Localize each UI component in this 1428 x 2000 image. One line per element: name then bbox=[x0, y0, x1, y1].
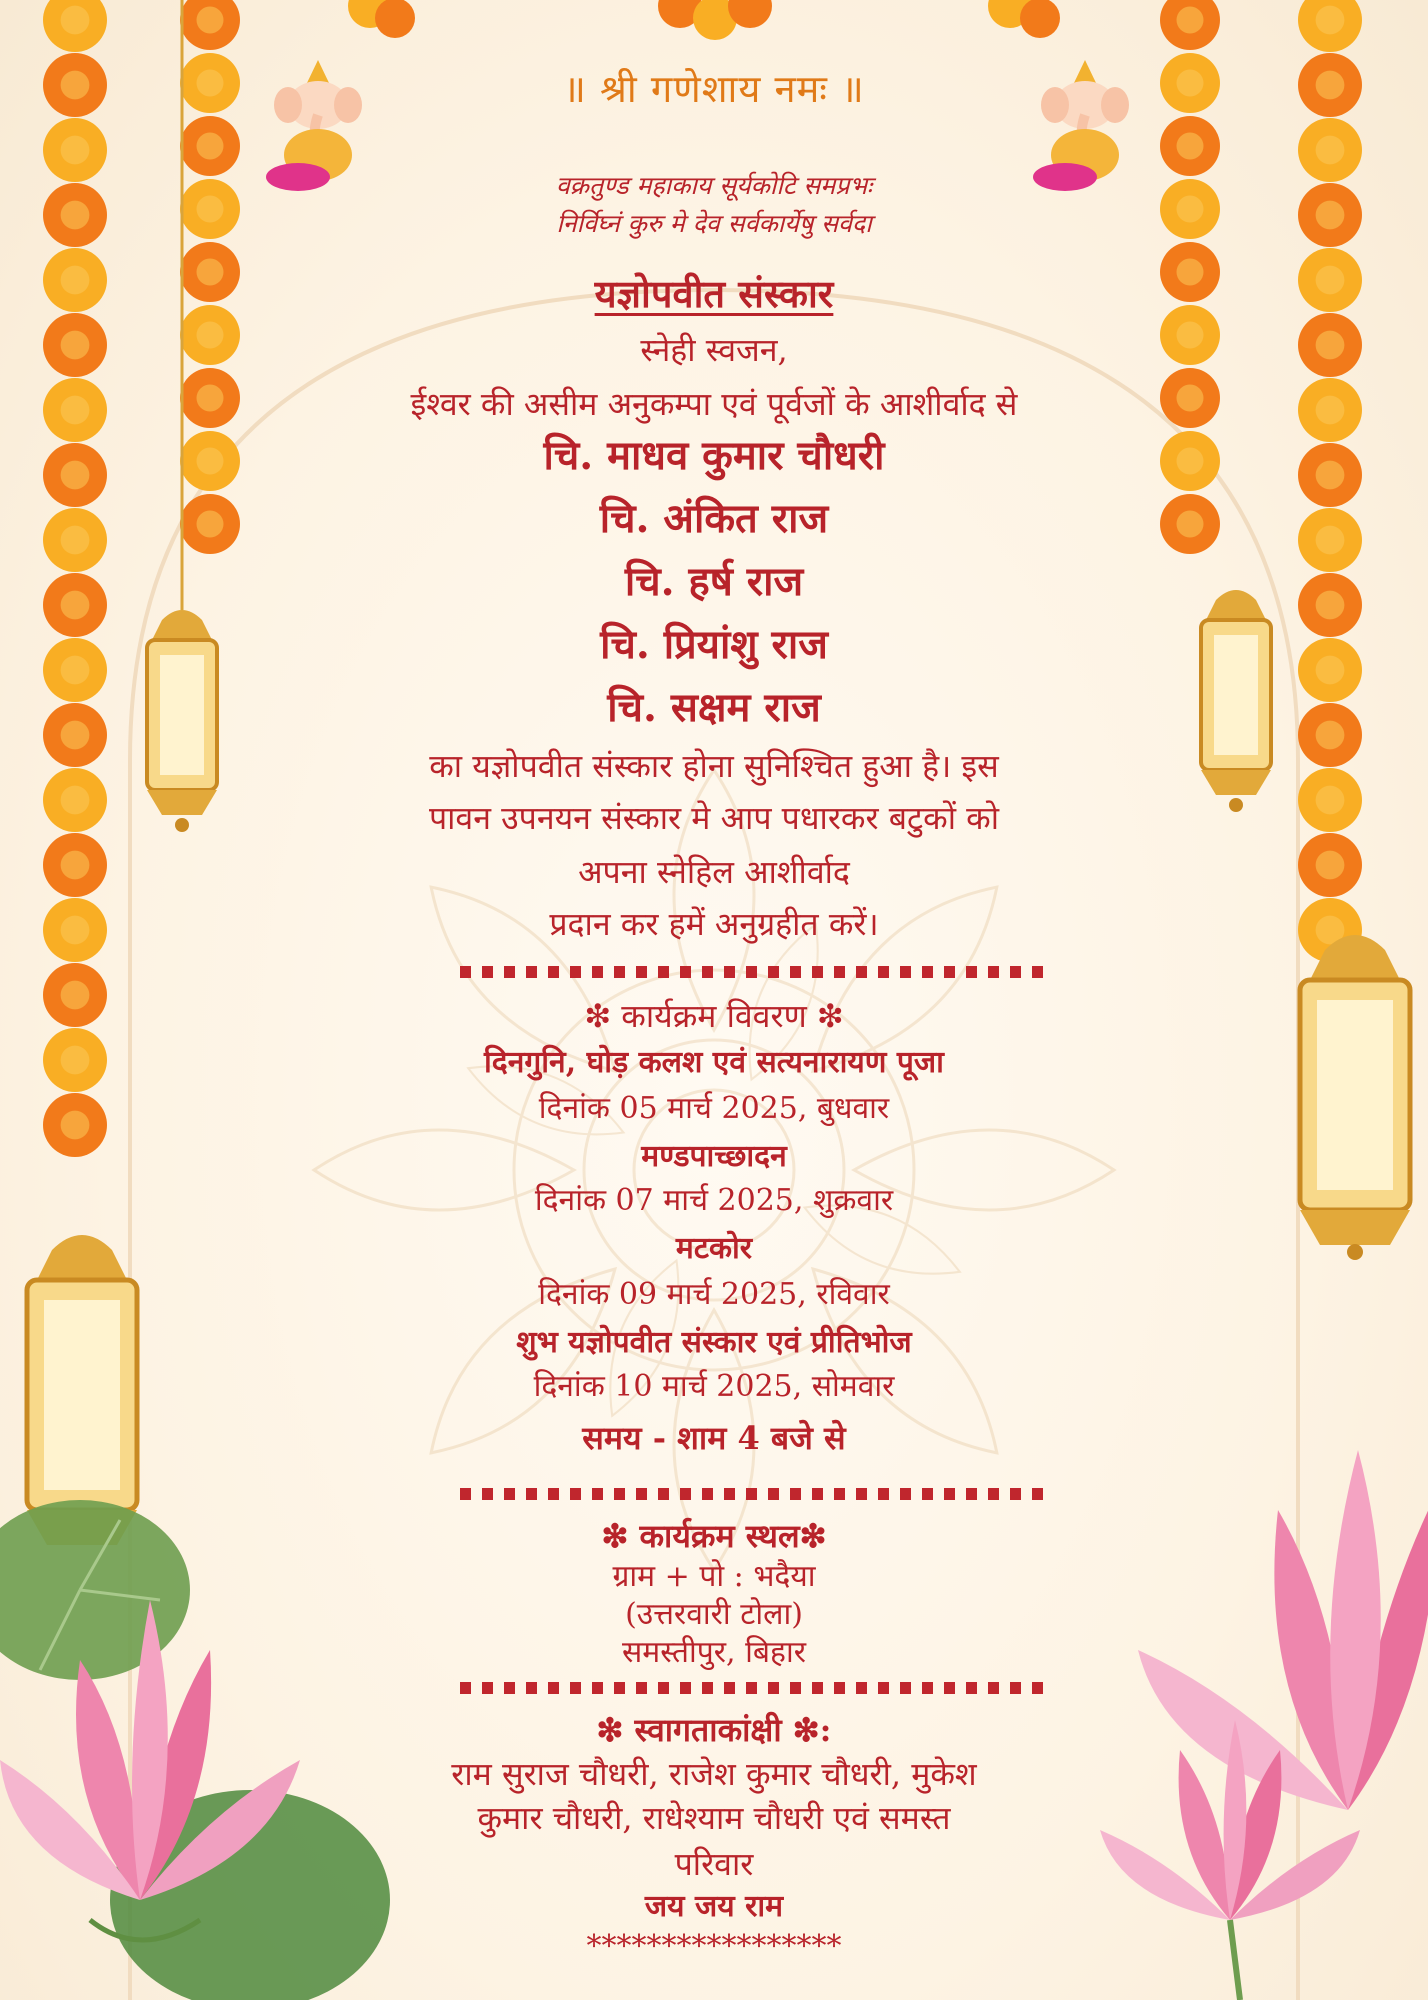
stars-line: ***************** bbox=[586, 1929, 842, 1964]
dotted-divider bbox=[460, 1682, 1046, 1694]
marigold-center bbox=[197, 133, 224, 160]
marigold-center bbox=[1316, 136, 1345, 165]
marigold-center bbox=[1316, 71, 1345, 100]
hosts-line: कुमार चौधरी, राधेश्याम चौधरी एवं समस्त bbox=[477, 1799, 951, 1837]
marigold-center bbox=[1316, 591, 1345, 620]
body-line: पावन उपनयन संस्कार मे आप पधारकर बटुकों को bbox=[428, 799, 1000, 837]
closing-line: जय जय राम bbox=[644, 1889, 784, 1924]
header-mantra: ॥ श्री गणेशाय नमः ॥ bbox=[563, 67, 865, 111]
marigold-center bbox=[1177, 511, 1204, 538]
marigold-center bbox=[61, 266, 90, 295]
child-name: चि. अंकित राज bbox=[599, 495, 829, 542]
marigold-center bbox=[197, 322, 224, 349]
marigold-center bbox=[1177, 7, 1204, 34]
event-date: दिनांक 07 मार्च 2025, शुक्रवार bbox=[534, 1183, 894, 1218]
marigold-center bbox=[61, 136, 90, 165]
marigold-center bbox=[1177, 133, 1204, 160]
venue-heading: ❇ कार्यक्रम स्थल❇ bbox=[601, 1517, 827, 1555]
marigold-center bbox=[61, 981, 90, 1010]
child-name: चि. सक्षम राज bbox=[607, 684, 821, 731]
marigold-center bbox=[61, 526, 90, 555]
body-line: का यज्ञोपवीत संस्कार होना सुनिश्चित हुआ है। इस bbox=[429, 747, 999, 785]
marigold-center bbox=[197, 259, 224, 286]
marigold-center bbox=[197, 7, 224, 34]
event-name: दिनगुनि, घोड़ कलश एवं सत्यनारायण पूजा bbox=[484, 1045, 944, 1080]
marigold-center bbox=[1316, 721, 1345, 750]
marigold-center bbox=[1316, 656, 1345, 685]
ceremony-title: यज्ञोपवीत संस्कार bbox=[594, 271, 834, 316]
dotted-divider bbox=[460, 1488, 1046, 1500]
event-name: शुभ यज्ञोपवीत संस्कार एवं प्रीतिभोज bbox=[516, 1325, 912, 1360]
marigold-center bbox=[1316, 526, 1345, 555]
marigold-center bbox=[1316, 786, 1345, 815]
hosts-line: परिवार bbox=[674, 1845, 754, 1883]
marigold-center bbox=[61, 1046, 90, 1075]
marigold-center bbox=[61, 71, 90, 100]
lantern-icon bbox=[132, 600, 232, 840]
marigold-center bbox=[61, 851, 90, 880]
venue-line: ग्राम + पो : भदैया bbox=[612, 1559, 816, 1594]
lantern-icon bbox=[1186, 580, 1286, 820]
event-date: दिनांक 05 मार्च 2025, बुधवार bbox=[538, 1091, 890, 1126]
marigold-center bbox=[197, 511, 224, 538]
hosts-line: राम सुराज चौधरी, राजेश कुमार चौधरी, मुकेश bbox=[451, 1755, 977, 1793]
programme-heading: ❇ कार्यक्रम विवरण ❇ bbox=[584, 997, 844, 1035]
marigold-center bbox=[1316, 6, 1345, 35]
venue-line: (उत्तरवारी टोला) bbox=[625, 1597, 803, 1632]
child-name: चि. प्रियांशु राज bbox=[600, 621, 828, 668]
body-line: प्रदान कर हमें अनुग्रहीत करें। bbox=[549, 905, 879, 943]
marigold-center bbox=[61, 331, 90, 360]
marigold-center bbox=[61, 201, 90, 230]
marigold-center bbox=[61, 721, 90, 750]
marigold-center bbox=[1177, 70, 1204, 97]
marigold-center bbox=[1177, 385, 1204, 412]
event-date: दिनांक 10 मार्च 2025, सोमवार bbox=[533, 1369, 895, 1404]
marigold-center bbox=[1316, 331, 1345, 360]
marigold-center bbox=[1316, 266, 1345, 295]
marigold-center bbox=[1177, 322, 1204, 349]
event-name: मटकोर bbox=[675, 1231, 753, 1266]
marigold-center bbox=[61, 591, 90, 620]
dotted-divider bbox=[460, 966, 1046, 978]
event-name: मण्डपाच्छादन bbox=[641, 1139, 787, 1174]
marigold-center bbox=[197, 385, 224, 412]
marigold-center bbox=[1316, 851, 1345, 880]
marigold-center bbox=[1316, 201, 1345, 230]
child-name: चि. हर्ष राज bbox=[624, 558, 804, 605]
event-time: समय - शाम 4 बजे से bbox=[582, 1419, 846, 1457]
body-line: अपना स्नेहिल आशीर्वाद bbox=[578, 853, 850, 891]
greeting: स्नेही स्वजन, bbox=[640, 331, 788, 369]
marigold-center bbox=[61, 916, 90, 945]
child-name: चि. माधव कुमार चौधरी bbox=[543, 432, 885, 479]
shloka-line-2: निर्विघ्नं कुरु मे देव सर्वकार्येषु सर्वदा bbox=[556, 209, 872, 238]
marigold-center bbox=[1177, 448, 1204, 475]
shloka-line-1: वक्रतुण्ड महाकाय सूर्यकोटि समप्रभः bbox=[555, 171, 873, 200]
marigold-center bbox=[61, 786, 90, 815]
event-date: दिनांक 09 मार्च 2025, रविवार bbox=[538, 1277, 890, 1312]
blessing-line: ईश्वर की असीम अनुकम्पा एवं पूर्वजों के आशीर्वाद से bbox=[410, 385, 1018, 423]
marigold-garland-right bbox=[1160, 0, 1420, 1000]
marigold-center bbox=[61, 1111, 90, 1140]
marigold-center bbox=[1316, 396, 1345, 425]
marigold-center bbox=[197, 448, 224, 475]
marigold-center bbox=[197, 70, 224, 97]
marigold-center bbox=[61, 656, 90, 685]
marigold-center bbox=[1316, 461, 1345, 490]
marigold-center bbox=[61, 461, 90, 490]
hosts-heading: ❇ स्वागताकांक्षी ❇: bbox=[596, 1711, 832, 1749]
marigold-center bbox=[61, 396, 90, 425]
venue-line: समस्तीपुर, बिहार bbox=[621, 1635, 806, 1670]
marigold-center bbox=[197, 196, 224, 223]
lantern-icon bbox=[1285, 920, 1425, 1260]
marigold-center bbox=[1177, 196, 1204, 223]
marigold-center bbox=[1177, 259, 1204, 286]
marigold-center bbox=[61, 6, 90, 35]
